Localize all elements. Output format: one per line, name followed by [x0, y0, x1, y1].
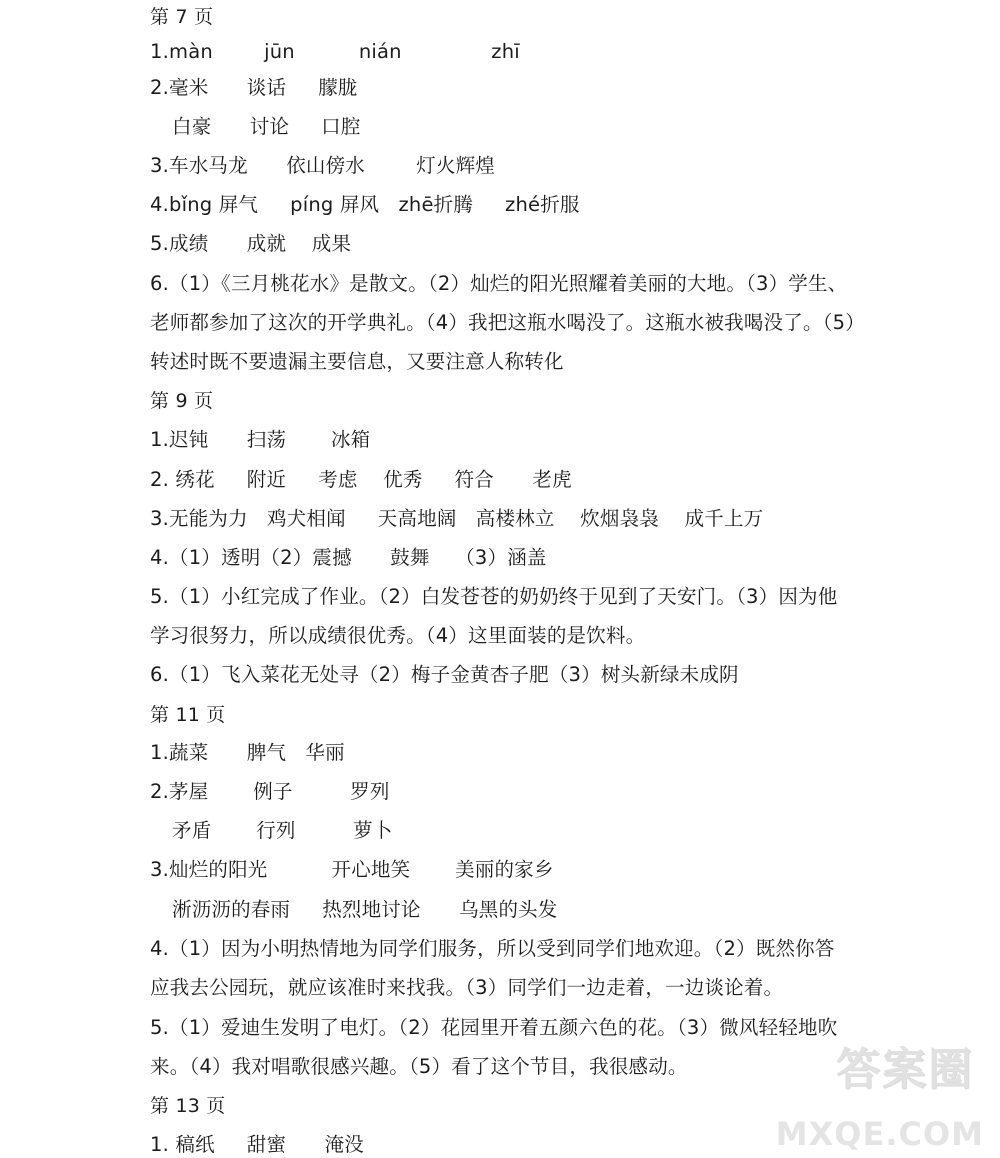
- p7-answer-3: 3.车水马龙 依山傍水 灯火辉煌: [150, 154, 495, 177]
- p7-answer-6c: 转述时既不要遗漏主要信息，又要注意人称转化: [150, 350, 564, 373]
- p7-answer-6b: 老师都参加了这次的开学典礼。（4）我把这瓶水喝没了。这瓶水被我喝没了。（5）: [150, 311, 865, 334]
- p11-answer-2a: 2.茅屋 例子 罗列: [150, 780, 390, 803]
- p7-answer-1: 1.màn jūn nián zhī: [150, 40, 520, 63]
- p11-answer-5b: 来。（4）我对唱歌很感兴趣。（5）看了这个节目，我很感动。: [150, 1055, 688, 1078]
- watermark-url: MXQE.COM: [775, 1115, 984, 1153]
- p11-answer-2b: 矛盾 行列 萝卜: [172, 819, 393, 842]
- p11-answer-5a: 5.（1）爱迪生发明了电灯。（2）花园里开着五颜六色的花。（3）微风轻轻地吹: [150, 1016, 838, 1039]
- page-heading-7: 第 7 页: [150, 6, 214, 28]
- p11-answer-4b: 应我去公园玩，就应该准时来找我。（3）同学们一边走着，一边谈论着。: [150, 976, 784, 999]
- p9-answer-6: 6.（1）飞入菜花无处寻（2）梅子金黄杏子肥（3）树头新绿未成阴: [150, 663, 739, 686]
- p7-answer-6a: 6.（1）《三月桃花水》是散文。（2）灿烂的阳光照耀着美丽的大地。（3）学生、: [150, 272, 848, 295]
- p9-answer-2: 2. 绣花 附近 考虑 优秀 符合 老虎: [150, 468, 572, 491]
- page-heading-9: 第 9 页: [150, 390, 214, 412]
- p7-answer-4: 4.bǐng 屏气 píng 屏风 zhē折腾 zhé折服: [150, 193, 580, 216]
- p7-answer-2a: 2.毫米 谈话 朦胧: [150, 76, 358, 99]
- p11-answer-3b: 淅沥沥的春雨 热烈地讨论 乌黑的头发: [172, 898, 558, 921]
- p11-answer-3a: 3.灿烂的阳光 开心地笑 美丽的家乡: [150, 858, 554, 881]
- p9-answer-5b: 学习很努力，所以成绩很优秀。（4）这里面装的是饮料。: [150, 624, 646, 647]
- site-watermark: [775, 1033, 984, 1153]
- p13-answer-1: 1. 稿纸 甜蜜 淹没: [150, 1133, 364, 1156]
- page-heading-13: 第 13 页: [150, 1095, 226, 1117]
- p9-answer-1: 1.迟钝 扫荡 冰箱: [150, 428, 371, 451]
- watermark-logo-text: 答案圈: [836, 1044, 974, 1095]
- page-heading-11: 第 11 页: [150, 704, 226, 726]
- p9-answer-5a: 5.（1）小红完成了作业。（2）白发苍苍的奶奶终于见到了天安门。（3）因为他: [150, 585, 838, 608]
- p9-answer-4: 4.（1）透明（2）震撼 鼓舞 （3）涵盖: [150, 546, 547, 569]
- p7-answer-2b: 白豪 讨论 口腔: [172, 115, 361, 138]
- p11-answer-4a: 4.（1）因为小明热情地为同学们服务，所以受到同学们地欢迎。（2）既然你答: [150, 937, 835, 960]
- p9-answer-3: 3.无能为力 鸡犬相闻 天高地阔 高楼林立 炊烟袅袅 成千上万: [150, 507, 764, 530]
- p7-answer-5: 5.成绩 成就 成果: [150, 232, 352, 255]
- p11-answer-1: 1.蔬菜 脾气 华丽: [150, 741, 345, 764]
